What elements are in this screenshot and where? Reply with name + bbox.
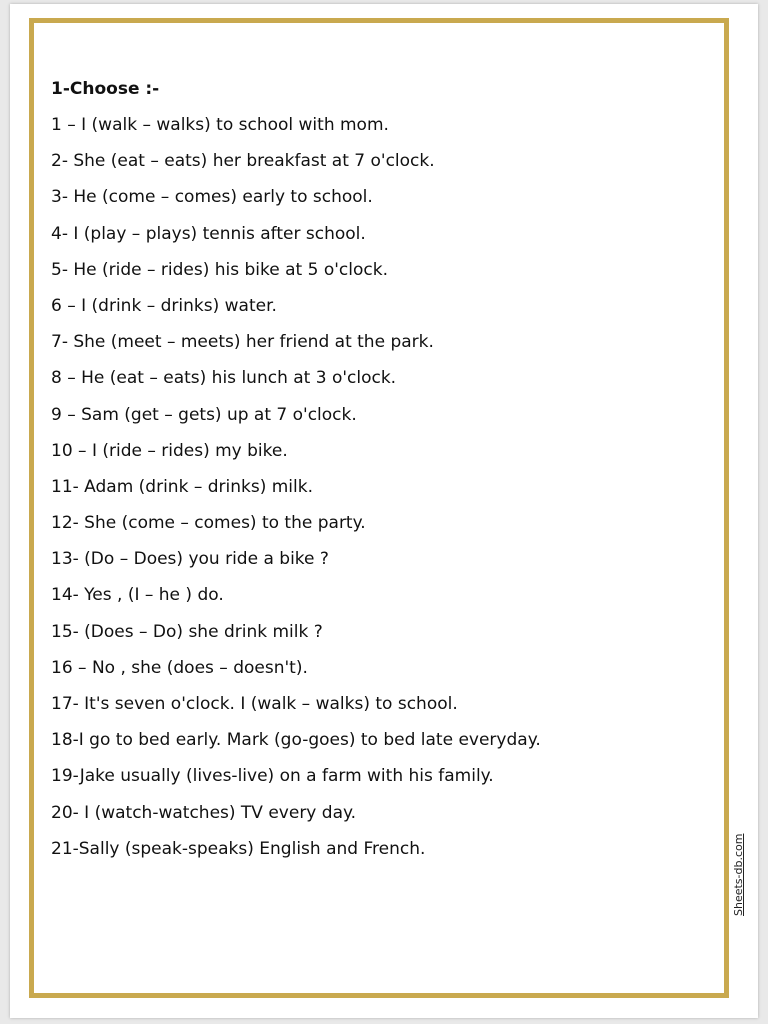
gold-border-frame	[29, 18, 745, 998]
exercise-item: 5- He (ride – rides) his bike at 5 o'clock.	[51, 259, 388, 280]
exercise-item: 21-Sally (speak-speaks) English and French.	[51, 838, 426, 859]
exercise-item: 8 – He (eat – eats) his lunch at 3 o'clock.	[51, 368, 397, 389]
exercise-item: 4- I (play – plays) tennis after school.	[51, 223, 366, 244]
exercise-item: 15- (Does – Do) she drink milk ?	[51, 621, 323, 642]
exercise-item: 2- She (eat – eats) her breakfast at 7 o'clock.	[51, 151, 435, 172]
exercise-item: 17- It's seven o'clock. I (walk – walks) to school.	[51, 694, 458, 714]
section-heading: 1-Choose :-	[51, 79, 160, 99]
exercise-item: 9 – Sam (get – gets) up at 7 o'clock.	[51, 404, 357, 425]
exercise-item: 10 – I (ride – rides) my bike.	[51, 440, 288, 461]
exercise-item: 1 – I (walk – walks) to school with mom.	[51, 115, 389, 135]
exercise-item: 14- Yes , (I – he ) do.	[51, 585, 224, 606]
exercise-item: 20- I (watch-watches) TV every day.	[51, 802, 357, 823]
exercise-item: 12- She (come – comes) to the party.	[51, 513, 366, 534]
worksheet-page	[10, 4, 758, 1018]
watermark-link[interactable]: Sheets-db.com	[732, 833, 745, 916]
exercise-item: 6 – I (drink – drinks) water.	[51, 295, 277, 316]
exercise-item: 11- Adam (drink – drinks) milk.	[51, 476, 314, 497]
exercise-item: 16 – No , she (does – doesn't).	[51, 657, 308, 678]
exercise-item: 7- She (meet – meets) her friend at the park.	[51, 332, 434, 353]
exercise-item: 19-Jake usually (lives-live) on a farm with his family.	[51, 766, 494, 787]
worksheet-content	[51, 75, 711, 871]
exercise-item: 13- (Do – Does) you ride a bike ?	[51, 549, 329, 570]
exercise-item: 18-I go to bed early. Mark (go-goes) to bed late everyday.	[51, 730, 541, 751]
exercise-item: 3- He (come – comes) early to school.	[51, 187, 373, 208]
exercise-list	[51, 111, 711, 871]
